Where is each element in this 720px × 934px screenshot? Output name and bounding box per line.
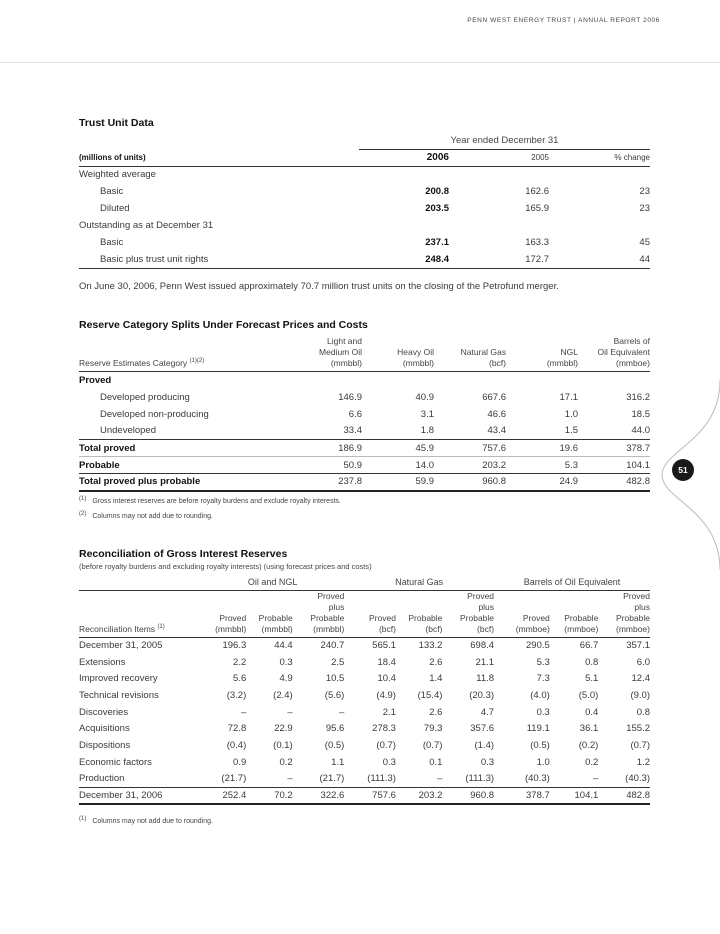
cell: 3.1 — [420, 408, 434, 420]
col-natural-gas: Natural Gas (bcf) — [434, 336, 506, 372]
cell: (111.3) — [344, 771, 396, 788]
cell: 357.1 — [626, 640, 650, 652]
cell: 0.8 — [585, 656, 599, 668]
cell: 200.8 — [425, 186, 449, 197]
cell: 14.0 — [362, 457, 434, 474]
cell: 482.8 — [578, 474, 650, 491]
cell: 33.4 — [299, 423, 362, 440]
cell: 248.4 — [359, 251, 449, 268]
cell: 21.1 — [475, 656, 495, 668]
row-label: Undeveloped — [79, 423, 299, 440]
cell: 133.2 — [418, 640, 443, 652]
cell: 698.4 — [470, 640, 495, 652]
table-row — [79, 771, 650, 788]
cell: 0.3 — [536, 706, 550, 718]
cell: 7.3 — [536, 673, 550, 685]
cell: 482.8 — [598, 787, 650, 804]
cell: (3.2) — [226, 689, 247, 701]
cell: 17.1 — [559, 391, 578, 403]
total-proved-label: Total proved — [79, 440, 299, 457]
cell: 0.3 — [382, 756, 396, 768]
reserve-table — [79, 336, 650, 492]
cell: 203.2 — [396, 787, 442, 804]
row-label: Basic plus trust unit rights — [79, 251, 359, 268]
cell: – — [550, 771, 599, 788]
cell: (40.3) — [494, 771, 550, 788]
total-pp-label: Total proved plus probable — [79, 474, 299, 491]
cell: 146.9 — [338, 391, 362, 403]
cell: 186.9 — [299, 440, 362, 457]
cell: 18.5 — [631, 408, 650, 420]
cell: 0.2 — [279, 756, 293, 768]
col-2005: 2005 — [449, 149, 549, 166]
cell: 6.6 — [348, 408, 362, 420]
cell: 46.6 — [487, 408, 506, 420]
cell: 0.9 — [233, 756, 247, 768]
cell: 104.1 — [550, 787, 599, 804]
cell: (21.7) — [293, 771, 345, 788]
cell: 290.5 — [526, 640, 550, 652]
cell: (0.7) — [422, 739, 443, 751]
cell: 2.2 — [233, 656, 247, 668]
cell: – — [396, 771, 442, 788]
cell: 960.8 — [442, 787, 494, 804]
cell: 565.1 — [372, 640, 396, 652]
cell: 357.6 — [470, 723, 495, 735]
table-row — [79, 670, 650, 687]
cell: – — [246, 771, 292, 788]
cell: 0.8 — [636, 706, 650, 718]
table-row — [79, 737, 650, 754]
row-label: Outstanding as at December 31 — [79, 220, 214, 231]
cell: 1.0 — [536, 756, 550, 768]
cell: 757.6 — [434, 440, 506, 457]
cell: 667.6 — [482, 391, 506, 403]
cell: 322.6 — [293, 787, 345, 804]
cell: 203.5 — [425, 203, 449, 214]
cell: (21.7) — [201, 771, 246, 788]
cell: 18.4 — [377, 656, 396, 668]
cell: 43.4 — [434, 423, 506, 440]
row-label: Acquisitions — [79, 723, 130, 735]
cell: (0.7) — [376, 739, 396, 751]
recon-title: Reconciliation of Gross Interest Reserves — [79, 548, 288, 560]
recon-col-header: Probable (mmbbl) — [246, 590, 292, 637]
row-label: Dispositions — [79, 739, 131, 751]
cell: 19.6 — [506, 440, 578, 457]
cell: 11.8 — [476, 673, 495, 685]
recon-table — [79, 575, 650, 805]
table-row — [79, 654, 650, 671]
items-header: Reconciliation Items $^{(1)}$ — [79, 590, 201, 637]
cell: 45.9 — [362, 440, 434, 457]
cell: 378.7 — [494, 787, 550, 804]
cell: 203.2 — [434, 457, 506, 474]
reserve-title: Reserve Category Splits Under Forecast Prices and Costs — [79, 319, 368, 331]
cell: 12.4 — [631, 673, 650, 685]
cell: 2.6 — [429, 656, 443, 668]
cell: 50.9 — [299, 457, 362, 474]
recon-col-header: Probable (bcf) — [396, 590, 442, 637]
cell: 0.1 — [429, 756, 443, 768]
recon-col-header: Proved (mmbbl) — [201, 590, 246, 637]
cell: (20.3) — [469, 689, 495, 701]
cell: 1.4 — [429, 673, 443, 685]
cell: 45 — [639, 237, 650, 248]
cell: (111.3) — [442, 771, 494, 788]
recon-col-header: Proved plus Probable (mmbbl) — [293, 590, 345, 637]
trust-unit-table — [79, 133, 650, 269]
cell: 5.1 — [585, 673, 599, 685]
cell: 104.1 — [578, 457, 650, 474]
cell: 0.3 — [279, 656, 293, 668]
row-label: Extensions — [79, 656, 126, 668]
recon-col-header: Proved (bcf) — [344, 590, 396, 637]
cell: (5.0) — [578, 689, 599, 701]
cell: (4.0) — [530, 689, 550, 701]
col-ngl: NGL (mmbbl) — [506, 336, 578, 372]
group-boe: Barrels of Oil Equivalent — [494, 575, 650, 590]
table-row — [79, 704, 650, 721]
cell: 757.6 — [344, 787, 396, 804]
page-number-badge: 51 — [672, 459, 694, 481]
cell: 1.0 — [564, 408, 578, 420]
recon-col-header: Proved plus Probable (bcf) — [442, 590, 494, 637]
cell: 5.3 — [506, 457, 578, 474]
cell: 44.0 — [578, 423, 650, 440]
reserve-footnote-2: $^{(2)}$ Columns may not add due to rounding. — [79, 511, 213, 520]
reserve-footnote-1: $^{(1)}$ Gross interest reserves are before royalty burdens and exclude royalty interests. — [79, 496, 341, 505]
row-label: Improved recovery — [79, 673, 158, 685]
row-label: December 31, 2006 — [79, 787, 201, 804]
row-label: December 31, 2005 — [79, 640, 163, 652]
trust-unit-title: Trust Unit Data — [79, 117, 154, 129]
period-label: Year ended December 31 — [359, 133, 650, 149]
cell: 95.6 — [325, 723, 345, 735]
table-row — [79, 637, 650, 654]
cell: 5.6 — [233, 673, 247, 685]
proved-label: Proved — [79, 374, 112, 386]
cell: (0.7) — [630, 739, 650, 751]
cell: 10.4 — [377, 673, 396, 685]
cell: 0.4 — [585, 706, 599, 718]
cell: 72.8 — [227, 723, 247, 735]
col-2006: 2006 — [359, 149, 449, 166]
cell: 1.2 — [636, 756, 650, 768]
category-header: Reserve Estimates Category $^{(1)(2)}$ — [79, 336, 299, 372]
cell: (0.2) — [578, 739, 599, 751]
cell: 1.5 — [506, 423, 578, 440]
cell: 40.9 — [415, 391, 434, 403]
cell: 0.2 — [585, 756, 599, 768]
cell: 960.8 — [434, 474, 506, 491]
header-rule — [0, 62, 720, 63]
cell: – — [287, 706, 293, 718]
cell: 155.2 — [626, 723, 650, 735]
cell: 240.7 — [320, 640, 345, 652]
col-boe: Barrels of Oil Equivalent (mmboe) — [578, 336, 650, 372]
cell: 1.8 — [362, 423, 434, 440]
table-row — [79, 787, 650, 804]
cell: 172.7 — [449, 251, 549, 268]
col-pct-change: % change — [549, 149, 650, 166]
cell: 0.3 — [480, 756, 495, 768]
cell: 59.9 — [362, 474, 434, 491]
running-header: PENN WEST ENERGY TRUST | ANNUAL REPORT 2006 — [467, 17, 660, 24]
cell: – — [240, 706, 247, 718]
cell: 316.2 — [626, 391, 650, 403]
cell: (0.4) — [226, 739, 247, 751]
cell: (0.1) — [273, 739, 293, 751]
cell: (4.9) — [376, 689, 396, 701]
table-row — [79, 754, 650, 771]
cell: 162.6 — [525, 186, 549, 197]
cell: (0.5) — [324, 739, 345, 751]
row-label: Basic — [100, 186, 124, 197]
cell: 23 — [639, 186, 650, 197]
group-natural-gas: Natural Gas — [344, 575, 494, 590]
cell: 22.9 — [274, 723, 293, 735]
cell: 4.7 — [480, 706, 495, 718]
row-label: Developed producing — [100, 391, 190, 403]
cell: 44 — [549, 251, 650, 268]
row-label: Basic — [100, 237, 124, 248]
cell: 79.3 — [423, 723, 443, 735]
cell: 378.7 — [578, 440, 650, 457]
cell: 2.1 — [382, 706, 396, 718]
cell: – — [339, 706, 345, 718]
cell: 2.5 — [331, 656, 345, 668]
row-label: Weighted average — [79, 169, 156, 181]
cell: (2.4) — [273, 689, 293, 701]
cell: 66.7 — [579, 640, 599, 652]
units-label: (millions of units) — [79, 149, 359, 166]
cell: 23 — [639, 203, 650, 214]
group-oil-ngl: Oil and NGL — [201, 575, 345, 590]
row-label: Discoveries — [79, 706, 129, 718]
table-row — [79, 720, 650, 737]
cell: 36.1 — [579, 723, 599, 735]
cell: 70.2 — [246, 787, 292, 804]
merger-note: On June 30, 2006, Penn West issued approximately 70.7 million trust units on the closing of the Petrofund merger. — [79, 281, 559, 292]
row-label: Economic factors — [79, 756, 152, 768]
row-label: Developed non-producing — [100, 408, 209, 420]
col-heavy-oil: Heavy Oil (mmbbl) — [362, 336, 434, 372]
cell: 2.6 — [429, 706, 443, 718]
row-label: Production — [79, 771, 201, 788]
recon-footnote-1: $^{(1)}$ Columns may not add due to rounding. — [79, 816, 213, 825]
cell: 4.9 — [279, 673, 293, 685]
cell: (9.0) — [630, 689, 650, 701]
probable-label: Probable — [79, 457, 299, 474]
cell: 119.1 — [526, 723, 550, 735]
col-light-medium-oil: Light and Medium Oil (mmbbl) — [299, 336, 362, 372]
recon-col-header: Probable (mmboe) — [550, 590, 599, 637]
cell: 10.5 — [325, 673, 345, 685]
cell: 252.4 — [201, 787, 246, 804]
cell: 163.3 — [525, 237, 549, 248]
cell: 278.3 — [372, 723, 396, 735]
cell: (15.4) — [417, 689, 443, 701]
cell: 44.4 — [274, 640, 293, 652]
cell: (1.4) — [474, 739, 495, 751]
recon-col-header: Proved (mmboe) — [494, 590, 550, 637]
cell: 237.8 — [299, 474, 362, 491]
recon-col-header: Proved plus Probable (mmboe) — [598, 590, 650, 637]
recon-subtitle: (before royalty burdens and excluding royalty interests) (using forecast prices and costs) — [79, 562, 372, 571]
cell: 237.1 — [425, 237, 449, 248]
cell: 196.3 — [222, 640, 247, 652]
cell: 24.9 — [506, 474, 578, 491]
cell: (40.3) — [598, 771, 650, 788]
table-row — [79, 687, 650, 704]
cell: 165.9 — [525, 203, 549, 214]
cell: (5.6) — [324, 689, 345, 701]
cell: (0.5) — [530, 739, 550, 751]
cell: 1.1 — [331, 756, 345, 768]
cell: 5.3 — [536, 656, 550, 668]
row-label: Diluted — [100, 203, 130, 214]
row-label: Technical revisions — [79, 689, 159, 701]
cell: 6.0 — [636, 656, 650, 668]
